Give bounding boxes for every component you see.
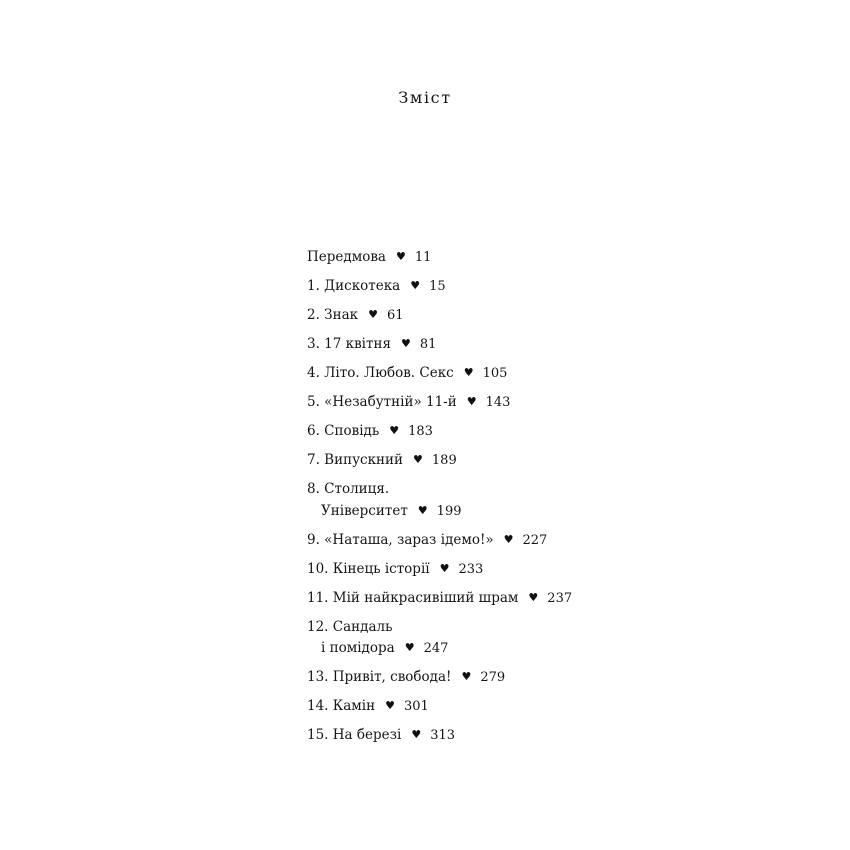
toc-entry-label: 6. Сповідь xyxy=(307,423,380,440)
toc-entry-page: 237 xyxy=(547,590,573,606)
toc-entry-label: Передмова xyxy=(307,249,386,265)
heart-icon: ♥ xyxy=(413,453,423,467)
page-title: Зміст xyxy=(398,88,452,107)
toc-entry-label: 7. Випускний xyxy=(307,452,404,469)
toc-entry[interactable] xyxy=(307,364,787,383)
toc-entry-label: 10. Кінець історії xyxy=(307,560,430,577)
toc-entry-label: 15. На березі xyxy=(307,727,402,744)
toc-entry-page: 247 xyxy=(423,641,449,656)
toc-entry-page: 199 xyxy=(436,503,462,519)
heart-icon: ♥ xyxy=(463,366,474,380)
toc-entry[interactable] xyxy=(307,248,787,267)
toc-entry-label: 14. Камін xyxy=(307,698,376,715)
toc-entry[interactable] xyxy=(307,726,787,745)
toc-entry[interactable] xyxy=(307,335,787,354)
toc-entry[interactable] xyxy=(307,560,787,579)
toc-entry[interactable] xyxy=(307,451,787,470)
toc-entry-page: 227 xyxy=(522,532,548,548)
toc-entry-page: 61 xyxy=(386,308,404,324)
toc-entry-label: 9. «Наташа, зараз ідемо!» xyxy=(307,531,494,548)
toc-entry[interactable] xyxy=(307,422,787,441)
toc-entry-label-line2: Університет xyxy=(321,502,408,519)
toc-entry-page: 301 xyxy=(403,699,429,715)
heart-icon: ♥ xyxy=(404,641,415,654)
toc-entry-label-continued xyxy=(307,639,787,658)
heart-icon: ♥ xyxy=(385,699,395,713)
heart-icon: ♥ xyxy=(466,395,477,409)
toc-entry[interactable] xyxy=(307,668,787,687)
toc-entry[interactable] xyxy=(307,531,787,550)
heart-icon: ♥ xyxy=(439,561,450,575)
heart-icon: ♥ xyxy=(411,728,422,742)
toc-entry-label: 11. Мій найкрасивіший шрам xyxy=(307,589,519,606)
heart-icon: ♥ xyxy=(461,670,472,684)
toc-entry-page: 189 xyxy=(431,453,457,469)
heart-icon: ♥ xyxy=(528,590,539,604)
heart-icon: ♥ xyxy=(368,308,378,322)
toc-entry-page: 183 xyxy=(408,424,433,440)
toc-entry-label: 3. 17 квітня xyxy=(307,336,391,353)
table-of-contents xyxy=(307,248,787,755)
heart-icon: ♥ xyxy=(410,279,421,293)
heart-icon: ♥ xyxy=(395,250,406,263)
toc-entry[interactable] xyxy=(307,393,787,412)
toc-entry[interactable] xyxy=(307,589,787,608)
toc-entry[interactable] xyxy=(307,306,787,325)
toc-entry-label: 8. Столиця. xyxy=(307,481,390,498)
toc-entry-page: 233 xyxy=(458,561,484,577)
toc-entry-label: 1. Дискотека xyxy=(307,278,401,295)
toc-entry-label: 13. Привіт, свобода! xyxy=(307,669,452,686)
toc-entry-label: 2. Знак xyxy=(307,307,359,324)
toc-entry-page: 105 xyxy=(482,366,508,382)
toc-entry[interactable] xyxy=(307,697,787,716)
toc-entry-page: 15 xyxy=(429,279,446,295)
toc-entry-page: 143 xyxy=(485,395,511,411)
toc-entry-page: 11 xyxy=(414,250,432,265)
toc-entry-label-continued xyxy=(307,502,787,521)
toc-entry[interactable] xyxy=(307,277,787,296)
toc-entry-page: 81 xyxy=(419,337,437,353)
toc-entry-label-line2: і помідора xyxy=(321,640,395,656)
toc-entry-page: 279 xyxy=(480,670,506,686)
toc-entry-label: 4. Літо. Любов. Секс xyxy=(307,365,454,382)
heart-icon: ♥ xyxy=(417,503,428,517)
toc-entry-label: 5. «Незабутній» 11-й xyxy=(307,394,457,411)
toc-entry-label: 12. Сандаль xyxy=(307,618,393,635)
toc-entry[interactable] xyxy=(307,618,787,658)
heart-icon: ♥ xyxy=(389,424,400,438)
heart-icon: ♥ xyxy=(400,337,411,351)
toc-entry[interactable] xyxy=(307,480,787,520)
heart-icon: ♥ xyxy=(503,532,514,546)
toc-entry-page: 313 xyxy=(430,728,456,744)
